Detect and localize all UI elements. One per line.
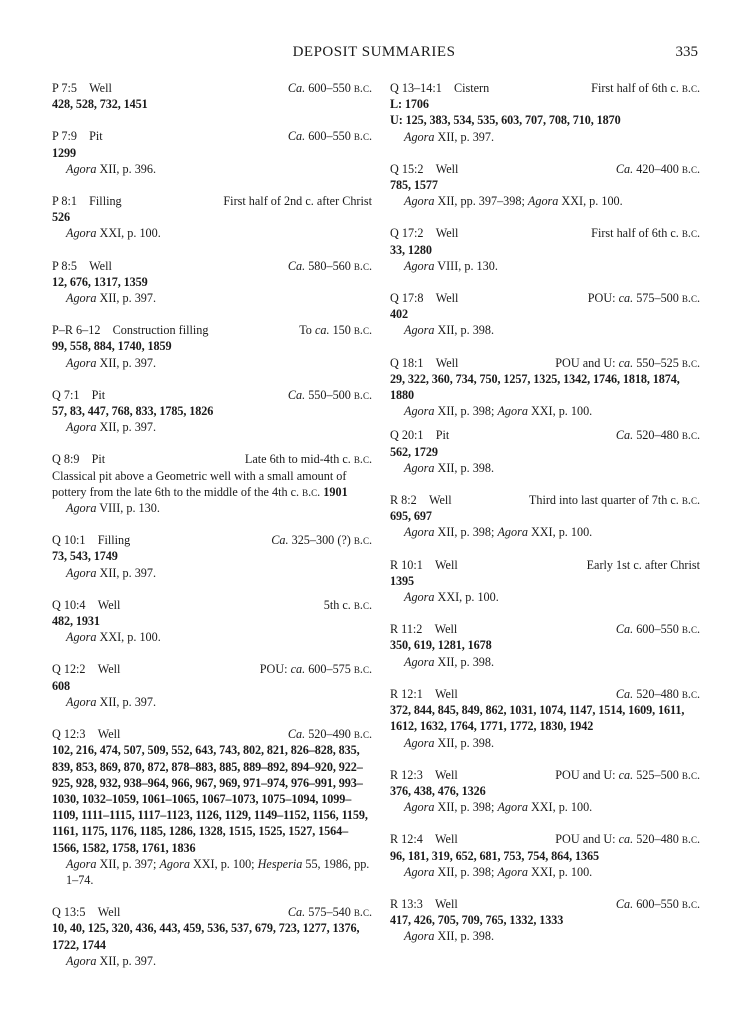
era-abbrev: b.c. bbox=[353, 662, 372, 677]
bibliography-reference: Agora XII, p. 398; Agora XXI, p. 100. bbox=[404, 525, 593, 540]
deposit-note: Classical pit above a Geometric well with a small amount of pottery from the late 6th to the middle of the 4th c. b.c. 1901 bbox=[52, 468, 348, 499]
catalog-numbers: 12, 676, 1317, 1359 bbox=[52, 274, 148, 289]
catalog-numbers: U: 125, 383, 534, 535, 603, 707, 708, 710, 1870 bbox=[390, 113, 621, 128]
deposit-id-type bbox=[52, 904, 120, 920]
deposit-heading bbox=[390, 621, 700, 637]
italic-term: Agora bbox=[404, 590, 435, 605]
deposit-heading bbox=[52, 387, 372, 403]
catalog-numbers: 608 bbox=[52, 678, 70, 693]
italic-term: Ca. bbox=[615, 686, 634, 701]
era-abbrev: b.c. bbox=[681, 832, 700, 847]
deposit-id-type bbox=[390, 492, 452, 508]
deposit-heading bbox=[52, 128, 372, 144]
catalog-numbers: 417, 426, 705, 709, 765, 1332, 1333 bbox=[390, 913, 564, 928]
italic-term: Ca. bbox=[287, 81, 306, 95]
deposit-id: Q 17:8 bbox=[390, 291, 424, 306]
deposit-date: Ca. 420–400 b.c. bbox=[615, 161, 700, 176]
deposit-type: Well bbox=[435, 355, 459, 370]
left-column bbox=[52, 80, 372, 973]
catalog-numbers: 1395 bbox=[390, 573, 414, 588]
era-abbrev: b.c. bbox=[681, 291, 700, 306]
bibliography-reference: Agora XII, p. 398; Agora XXI, p. 100. bbox=[404, 864, 593, 879]
era-abbrev: b.c. bbox=[353, 129, 372, 144]
italic-term: Agora bbox=[404, 460, 435, 475]
deposit-heading bbox=[52, 258, 372, 274]
deposit-date: Ca. 600–550 b.c. bbox=[615, 622, 700, 637]
era-abbrev: b.c. bbox=[681, 355, 700, 370]
deposit-entry bbox=[390, 290, 700, 339]
deposit-id-type bbox=[390, 427, 449, 443]
deposit-date: Early 1st c. after Christ bbox=[586, 557, 700, 572]
deposit-date: POU: ca. 600–575 b.c. bbox=[259, 662, 372, 677]
catalog-numbers: 402 bbox=[390, 307, 408, 322]
bibliography-reference: Agora XII, p. 397. bbox=[66, 694, 157, 709]
deposit-entry bbox=[390, 896, 700, 945]
deposit-id: Q 12:2 bbox=[52, 662, 86, 677]
deposit-id-type bbox=[390, 290, 458, 306]
italic-term: Agora bbox=[497, 800, 528, 815]
deposit-id: Q 15:2 bbox=[390, 161, 424, 176]
deposit-id: Q 18:1 bbox=[390, 355, 424, 370]
italic-term: Agora bbox=[66, 565, 97, 580]
italic-term: Agora bbox=[66, 161, 97, 176]
deposit-type: Well bbox=[435, 161, 459, 176]
deposit-entry bbox=[52, 322, 372, 371]
catalog-numbers: 785, 1577 bbox=[390, 178, 438, 193]
italic-term: Agora bbox=[66, 501, 97, 516]
deposit-date: Ca. 600–550 b.c. bbox=[615, 896, 700, 911]
italic-term: Agora bbox=[527, 194, 559, 209]
deposit-id-type bbox=[52, 532, 130, 548]
deposit-id-type bbox=[52, 80, 112, 96]
italic-term: Agora bbox=[404, 735, 435, 750]
italic-term: Ca. bbox=[615, 161, 634, 176]
deposit-type: Well bbox=[97, 905, 121, 920]
deposit-date: Late 6th to mid-4th c. b.c. bbox=[244, 452, 372, 467]
deposit-heading bbox=[52, 322, 372, 338]
deposit-entry bbox=[52, 80, 372, 112]
era-abbrev: b.c. bbox=[353, 452, 372, 467]
era-abbrev: b.c. bbox=[681, 767, 700, 782]
deposit-date: First half of 6th c. b.c. bbox=[591, 226, 700, 241]
deposit-type: Well bbox=[97, 597, 121, 612]
deposit-type: Well bbox=[435, 832, 458, 847]
catalog-numbers: L: 1706 bbox=[390, 97, 429, 112]
deposit-entry bbox=[390, 80, 700, 145]
deposit-heading bbox=[390, 686, 700, 702]
italic-term: Agora bbox=[404, 194, 435, 209]
italic-term: Agora bbox=[404, 800, 435, 815]
era-abbrev: b.c. bbox=[681, 81, 700, 95]
deposit-heading bbox=[390, 161, 700, 177]
deposit-heading bbox=[390, 557, 700, 573]
italic-term: Agora bbox=[404, 864, 435, 879]
deposit-id-type bbox=[52, 258, 112, 274]
era-abbrev: b.c. bbox=[353, 727, 372, 742]
deposit-id: R 12:1 bbox=[390, 686, 423, 701]
bibliography-reference: Agora XII, pp. 397–398; Agora XXI, p. 100. bbox=[404, 194, 623, 209]
deposit-id: P 8:5 bbox=[52, 258, 77, 273]
italic-term: ca. bbox=[618, 355, 634, 370]
deposit-id: P 8:1 bbox=[52, 194, 77, 209]
deposit-id: Q 7:1 bbox=[52, 387, 80, 402]
deposit-id-type bbox=[390, 80, 489, 96]
deposit-entry bbox=[52, 193, 372, 242]
era-abbrev: b.c. bbox=[681, 686, 700, 701]
deposit-date: First half of 6th c. b.c. bbox=[591, 81, 700, 95]
deposit-heading bbox=[390, 355, 700, 371]
era-abbrev: b.c. bbox=[353, 387, 372, 402]
deposit-date: Ca. 575–540 b.c. bbox=[287, 905, 372, 920]
era-abbrev: b.c. bbox=[681, 896, 700, 911]
deposit-id: P–R 6–12 bbox=[52, 323, 101, 338]
deposit-entry bbox=[390, 621, 700, 670]
deposit-heading bbox=[390, 831, 700, 847]
deposit-date: To ca. 150 b.c. bbox=[299, 323, 372, 338]
bibliography-reference: Agora XII, p. 398; Agora XXI, p. 100. bbox=[404, 404, 593, 419]
bibliography-reference: Agora XXI, p. 100. bbox=[404, 590, 499, 605]
era-abbrev: b.c. bbox=[353, 597, 372, 612]
bibliography-reference: Agora XII, p. 397. bbox=[66, 291, 157, 306]
deposit-heading bbox=[52, 451, 372, 467]
deposit-id-type bbox=[390, 831, 458, 847]
era-abbrev: b.c. bbox=[681, 428, 700, 443]
catalog-numbers: 376, 438, 476, 1326 bbox=[390, 783, 486, 798]
era-abbrev: b.c. bbox=[353, 905, 372, 920]
deposit-id-type bbox=[52, 451, 105, 467]
italic-term: Agora bbox=[404, 404, 435, 419]
deposit-type: Well bbox=[97, 727, 121, 742]
catalog-numbers: 372, 844, 845, 849, 862, 1031, 1074, 1147, 1514, 1609, 1611, 1612, 1632, 1764, 1771, 1772, 1830, 1942 bbox=[390, 703, 685, 734]
deposit-date: First half of 2nd c. after Christ bbox=[223, 194, 372, 209]
deposit-id-type bbox=[52, 726, 120, 742]
deposit-heading bbox=[390, 80, 700, 96]
running-head: DEPOSIT SUMMARIES bbox=[292, 44, 456, 60]
deposit-date: Ca. 520–490 b.c. bbox=[287, 727, 372, 742]
deposit-id-type bbox=[52, 322, 208, 338]
deposit-id: R 8:2 bbox=[390, 493, 417, 508]
deposit-id-type bbox=[390, 557, 458, 573]
deposit-type: Filling bbox=[89, 194, 122, 209]
bibliography-reference: Agora XII, p. 398. bbox=[404, 735, 495, 750]
deposit-type: Well bbox=[97, 662, 121, 677]
italic-term: Agora bbox=[66, 420, 97, 435]
catalog-numbers: 428, 528, 732, 1451 bbox=[52, 97, 148, 112]
deposit-id: Q 17:2 bbox=[390, 226, 424, 241]
deposit-type: Well bbox=[435, 226, 459, 241]
deposit-date: POU and U: ca. 550–525 b.c. bbox=[555, 355, 700, 370]
deposit-date: Ca. 325–300 (?) b.c. bbox=[271, 533, 372, 548]
catalog-numbers: 73, 543, 1749 bbox=[52, 549, 118, 564]
deposit-heading bbox=[52, 532, 372, 548]
italic-term: Ca. bbox=[287, 727, 306, 742]
era-abbrev: b.c. bbox=[681, 493, 700, 508]
deposit-type: Well bbox=[89, 258, 112, 273]
deposit-date: Ca. 520–480 b.c. bbox=[615, 686, 700, 701]
deposit-heading bbox=[52, 726, 372, 742]
deposit-date: Ca. 600–550 b.c. bbox=[287, 81, 372, 95]
italic-term: Ca. bbox=[287, 258, 306, 273]
deposit-date: 5th c. b.c. bbox=[323, 597, 372, 612]
italic-term: Agora bbox=[404, 129, 435, 144]
deposit-heading bbox=[52, 597, 372, 613]
deposit-id: Q 8:9 bbox=[52, 452, 80, 467]
deposit-id: R 11:2 bbox=[390, 622, 423, 637]
deposit-entry bbox=[390, 767, 700, 816]
deposit-type: Pit bbox=[89, 129, 103, 144]
deposit-date: POU and U: ca. 525–500 b.c. bbox=[555, 767, 700, 782]
deposit-type: Cistern bbox=[453, 81, 490, 95]
deposit-type: Well bbox=[435, 767, 458, 782]
italic-term: ca. bbox=[618, 767, 634, 782]
deposit-heading bbox=[390, 225, 700, 241]
deposit-heading bbox=[52, 80, 372, 96]
deposit-entry bbox=[52, 726, 372, 888]
catalog-numbers: 1901 bbox=[323, 484, 348, 499]
bibliography-reference: Agora XII, p. 397. bbox=[66, 953, 157, 968]
italic-term: Agora bbox=[497, 864, 528, 879]
deposit-id-type bbox=[390, 225, 458, 241]
italic-term: Agora bbox=[404, 525, 435, 540]
era-abbrev: b.c. bbox=[302, 484, 321, 499]
deposit-id: R 12:4 bbox=[390, 832, 423, 847]
deposit-id-type bbox=[390, 686, 458, 702]
bibliography-reference: Agora VIII, p. 130. bbox=[404, 258, 498, 273]
deposit-type: Well bbox=[428, 493, 452, 508]
bibliography-reference: Agora XII, p. 397. bbox=[404, 129, 495, 144]
bibliography-reference: Agora XXI, p. 100. bbox=[66, 630, 161, 645]
era-abbrev: b.c. bbox=[353, 533, 372, 548]
deposit-id-type bbox=[52, 597, 120, 613]
bibliography-reference: Agora XII, p. 397. bbox=[66, 420, 157, 435]
deposit-entry bbox=[390, 831, 700, 880]
deposit-type: Pit bbox=[91, 387, 106, 402]
catalog-numbers: 29, 322, 360, 734, 750, 1257, 1325, 1342, 1746, 1818, 1874, 1880 bbox=[390, 371, 680, 403]
italic-term: Agora bbox=[66, 226, 97, 241]
deposit-entry bbox=[390, 225, 700, 274]
deposit-id-type bbox=[390, 355, 458, 371]
page-header bbox=[0, 44, 748, 64]
bibliography-reference: Agora XII, p. 398. bbox=[404, 654, 495, 669]
deposit-id: P 7:5 bbox=[52, 81, 77, 95]
bibliography-reference: Agora XII, p. 398. bbox=[404, 323, 495, 338]
deposit-id: R 12:3 bbox=[390, 767, 423, 782]
deposit-entry bbox=[52, 597, 372, 646]
deposit-id: R 10:1 bbox=[390, 557, 423, 572]
deposit-id: Q 10:1 bbox=[52, 533, 86, 548]
deposit-id: P 7:9 bbox=[52, 129, 77, 144]
deposit-type: Construction filling bbox=[112, 323, 209, 338]
catalog-numbers: 350, 619, 1281, 1678 bbox=[390, 638, 492, 653]
deposit-heading bbox=[390, 896, 700, 912]
deposit-date: Ca. 580–560 b.c. bbox=[287, 258, 372, 273]
deposit-id: Q 10:4 bbox=[52, 597, 86, 612]
italic-term: Agora bbox=[66, 291, 97, 306]
deposit-heading bbox=[52, 661, 372, 677]
deposit-type: Well bbox=[435, 896, 458, 911]
deposit-id-type bbox=[390, 621, 457, 637]
right-column bbox=[390, 80, 700, 949]
deposit-date: Ca. 550–500 b.c. bbox=[287, 387, 372, 402]
deposit-id: Q 13–14:1 bbox=[390, 81, 442, 95]
era-abbrev: b.c. bbox=[681, 622, 700, 637]
deposit-entry bbox=[390, 355, 700, 420]
deposit-date: Third into last quarter of 7th c. b.c. bbox=[528, 493, 700, 508]
italic-term: ca. bbox=[314, 323, 330, 338]
bibliography-reference: Agora XII, p. 397. bbox=[66, 565, 157, 580]
catalog-numbers: 96, 181, 319, 652, 681, 753, 754, 864, 1365 bbox=[390, 848, 599, 863]
italic-term: Agora bbox=[404, 654, 435, 669]
bibliography-reference: Agora VIII, p. 130. bbox=[66, 501, 160, 516]
deposit-entry bbox=[52, 128, 372, 177]
deposit-entry bbox=[52, 387, 372, 436]
italic-term: Ca. bbox=[287, 129, 306, 144]
italic-term: Agora bbox=[66, 953, 97, 968]
italic-term: Ca. bbox=[287, 905, 306, 920]
deposit-entry bbox=[390, 161, 700, 210]
deposit-heading bbox=[390, 767, 700, 783]
italic-term: Agora bbox=[159, 856, 190, 871]
deposit-id-type bbox=[52, 193, 122, 209]
deposit-date: Ca. 520–480 b.c. bbox=[615, 428, 700, 443]
deposit-date: Ca. 600–550 b.c. bbox=[287, 129, 372, 144]
deposit-heading bbox=[52, 904, 372, 920]
catalog-numbers: 10, 40, 125, 320, 436, 443, 459, 536, 537, 679, 723, 1277, 1376, 1722, 1744 bbox=[52, 921, 360, 952]
deposit-entry bbox=[390, 427, 700, 476]
deposit-type: Well bbox=[435, 291, 459, 306]
italic-term: Agora bbox=[404, 323, 435, 338]
deposit-heading bbox=[52, 193, 372, 209]
italic-term: Ca. bbox=[615, 428, 634, 443]
deposit-id-type bbox=[52, 661, 120, 677]
deposit-entry bbox=[390, 557, 700, 606]
catalog-numbers: 99, 558, 884, 1740, 1859 bbox=[52, 339, 172, 354]
deposit-type: Pit bbox=[91, 452, 106, 467]
italic-term: ca. bbox=[290, 662, 306, 677]
italic-term: Agora bbox=[497, 525, 528, 540]
deposit-id: Q 20:1 bbox=[390, 428, 424, 443]
catalog-numbers: 695, 697 bbox=[390, 509, 432, 524]
deposit-entry bbox=[52, 258, 372, 307]
deposit-id: R 13:3 bbox=[390, 896, 423, 911]
era-abbrev: b.c. bbox=[681, 161, 700, 176]
bibliography-reference: Agora XII, p. 398. bbox=[404, 460, 495, 475]
italic-term: ca. bbox=[618, 832, 634, 847]
bibliography-reference: Agora XII, p. 398. bbox=[404, 929, 495, 944]
bibliography-reference: Agora XII, p. 397. bbox=[66, 355, 157, 370]
era-abbrev: b.c. bbox=[353, 323, 372, 338]
catalog-numbers: 57, 83, 447, 768, 833, 1785, 1826 bbox=[52, 404, 214, 419]
deposit-entry bbox=[52, 451, 372, 516]
bibliography-reference: Agora XII, p. 398; Agora XXI, p. 100. bbox=[404, 800, 593, 815]
deposit-date: POU: ca. 575–500 b.c. bbox=[587, 291, 700, 306]
catalog-numbers: 526 bbox=[52, 210, 70, 225]
catalog-numbers: 102, 216, 474, 507, 509, 552, 643, 743, 802, 821, 826–828, 835, 839, 853, 869, 870, 872, 878–883, 885, 889–892, 894–920, 922–925, 928, 932, 938–964, 966, 967, 969, 971–974, 976–991, 993–1030, 1032–1059, 1061–1065, 1067–1073, 1075–1094, 1099–1109, 1111–1115, 1117–1123, 1126, 1129, 1149–1152, 1156, 1159, 1161, 1175, 1176, 1185, 1286, 1328, 1515, 1525, 1527, 1564–1566, 1582, 1758, 1761, 1836 bbox=[52, 743, 368, 855]
era-abbrev: b.c. bbox=[353, 81, 372, 95]
deposit-heading bbox=[390, 492, 700, 508]
italic-term: Hesperia bbox=[257, 856, 303, 871]
catalog-numbers: 482, 1931 bbox=[52, 614, 100, 629]
deposit-entry bbox=[52, 661, 372, 710]
deposit-type: Well bbox=[434, 622, 458, 637]
deposit-id: Q 13:5 bbox=[52, 905, 86, 920]
deposit-id-type bbox=[390, 767, 458, 783]
catalog-numbers: 1299 bbox=[52, 145, 76, 160]
deposit-entry bbox=[390, 686, 700, 751]
italic-term: Agora bbox=[497, 404, 528, 419]
deposit-heading bbox=[390, 427, 700, 443]
deposit-id-type bbox=[390, 161, 458, 177]
italic-term: Ca. bbox=[271, 533, 289, 548]
bibliography-reference: Agora XXI, p. 100. bbox=[66, 226, 161, 241]
deposit-type: Pit bbox=[435, 428, 450, 443]
italic-term: Ca. bbox=[287, 387, 306, 402]
deposit-entry bbox=[390, 492, 700, 541]
bibliography-reference: Agora XII, p. 396. bbox=[66, 161, 157, 176]
italic-term: Ca. bbox=[615, 896, 634, 911]
deposit-date: POU and U: ca. 520–480 b.c. bbox=[555, 832, 700, 847]
italic-term: Agora bbox=[66, 630, 97, 645]
deposit-id-type bbox=[52, 128, 103, 144]
era-abbrev: b.c. bbox=[353, 258, 372, 273]
italic-term: ca. bbox=[618, 291, 634, 306]
catalog-numbers: 33, 1280 bbox=[390, 242, 432, 257]
bibliography-reference: Agora XII, p. 397; Agora XXI, p. 100; Hesperia 55, 1986, pp. 1–74. bbox=[66, 856, 370, 887]
deposit-type: Well bbox=[435, 557, 458, 572]
catalog-numbers: 562, 1729 bbox=[390, 444, 438, 459]
italic-term: Agora bbox=[66, 856, 97, 871]
italic-term: Agora bbox=[66, 694, 97, 709]
italic-term: Agora bbox=[404, 258, 435, 273]
deposit-type: Filling bbox=[97, 533, 131, 548]
deposit-entry bbox=[52, 904, 372, 969]
deposit-entry bbox=[52, 532, 372, 581]
italic-term: Agora bbox=[404, 929, 435, 944]
deposit-type: Well bbox=[435, 686, 458, 701]
deposit-type: Well bbox=[89, 81, 112, 95]
deposit-id-type bbox=[52, 387, 105, 403]
italic-term: Agora bbox=[66, 355, 97, 370]
era-abbrev: b.c. bbox=[681, 226, 700, 241]
deposit-id: Q 12:3 bbox=[52, 727, 86, 742]
page-number: 335 bbox=[675, 44, 698, 60]
deposit-heading bbox=[390, 290, 700, 306]
deposit-id-type bbox=[390, 896, 458, 912]
italic-term: Ca. bbox=[615, 622, 634, 637]
